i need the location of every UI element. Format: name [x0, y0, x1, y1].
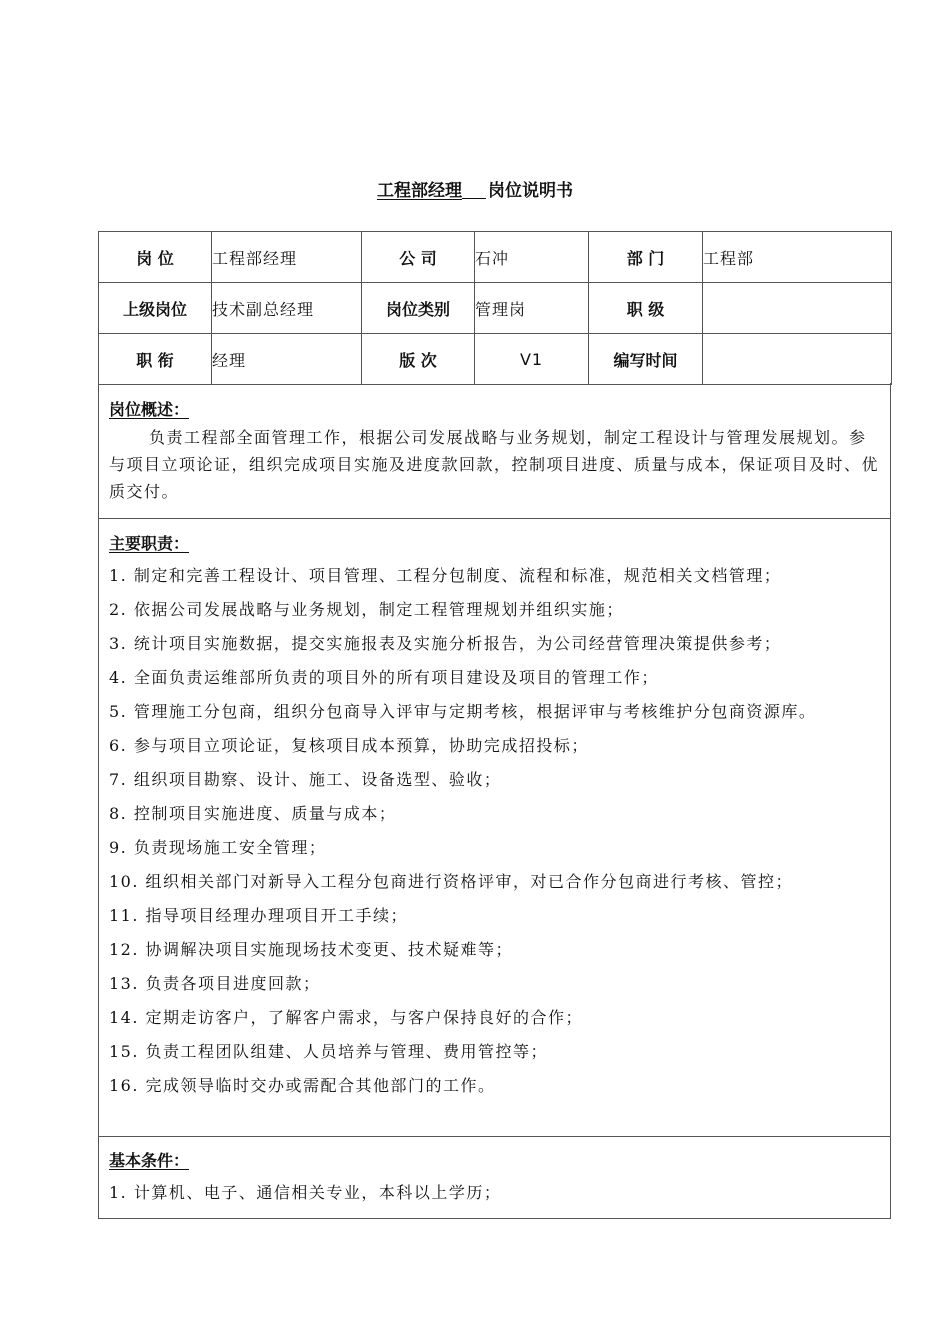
label-department: 部 门 — [589, 232, 703, 283]
duty-item: 12. 协调解决项目实施现场技术变更、技术疑难等； — [109, 940, 514, 959]
duty-item: 7. 组织项目勘察、设计、施工、设备选型、验收； — [109, 770, 502, 789]
info-row-2 — [99, 283, 892, 334]
conditions-heading: 基本条件： — [109, 1151, 190, 1170]
duty-item: 14. 定期走访客户，了解客户需求，与客户保持良好的合作； — [109, 1008, 584, 1027]
summary-heading: 岗位概述： — [109, 400, 190, 419]
label-position: 岗 位 — [99, 232, 212, 283]
duty-item: 4. 全面负责运维部所负责的项目外的所有项目建设及项目的管理工作； — [109, 668, 659, 687]
label-version: 版 次 — [362, 334, 475, 385]
value-superior: 技术副总经理 — [212, 283, 362, 334]
label-title: 职 衔 — [99, 334, 212, 385]
title-position: 工程部经理 — [377, 181, 462, 201]
value-written-date — [703, 334, 892, 385]
duty-item: 5. 管理施工分包商，组织分包商导入评审与定期考核，根据评审与考核维护分包商资源库。 — [109, 702, 817, 721]
value-title: 经理 — [212, 334, 362, 385]
value-version: V1 — [475, 334, 589, 385]
label-category: 岗位类别 — [362, 283, 475, 334]
value-position: 工程部经理 — [212, 232, 362, 283]
title-doc-name: 岗位说明书 — [488, 181, 573, 201]
duty-item: 11. 指导项目经理办理项目开工手续； — [109, 906, 409, 925]
duties-section — [98, 519, 891, 1137]
duty-item: 1. 制定和完善工程设计、项目管理、工程分包制度、流程和标准，规范相关文档管理； — [109, 566, 782, 585]
label-written-date: 编写时间 — [589, 334, 703, 385]
info-row-1 — [99, 232, 892, 283]
duty-item: 3. 统计项目实施数据，提交实施报表及实施分析报告，为公司经营管理决策提供参考； — [109, 634, 782, 653]
duty-item: 15. 负责工程团队组建、人员培养与管理、费用管控等； — [109, 1042, 549, 1061]
duties-heading: 主要职责： — [109, 534, 190, 553]
summary-section — [98, 383, 891, 519]
info-row-3 — [99, 334, 892, 385]
duty-item: 2. 依据公司发展战略与业务规划，制定工程管理规划并组织实施； — [109, 600, 624, 619]
value-company: 石冲 — [475, 232, 589, 283]
job-info-table — [98, 231, 892, 385]
label-company: 公 司 — [362, 232, 475, 283]
label-grade: 职 级 — [589, 283, 703, 334]
duty-item: 10. 组织相关部门对新导入工程分包商进行资格评审，对已合作分包商进行考核、管控； — [109, 872, 794, 891]
duty-item: 6. 参与项目立项论证，复核项目成本预算，协助完成招投标； — [109, 736, 589, 755]
value-category: 管理岗 — [475, 283, 589, 334]
condition-item: 1. 计算机、电子、通信相关专业，本科以上学历； — [109, 1183, 502, 1202]
summary-text: 负责工程部全面管理工作，根据公司发展战略与业务规划，制定工程设计与管理发展规划。参与项目立项论证，组织完成项目实施及进度款回款，控制项目进度、质量与成本，保证项目及时、优质交付。 — [109, 428, 880, 501]
document-title — [0, 176, 950, 201]
title-blank-underline — [462, 181, 486, 199]
conditions-section — [98, 1136, 891, 1219]
value-grade — [703, 283, 892, 334]
duty-item: 16. 完成领导临时交办或需配合其他部门的工作。 — [109, 1076, 496, 1095]
duty-item: 13. 负责各项目进度回款； — [109, 974, 321, 993]
duty-item: 8. 控制项目实施进度、质量与成本； — [109, 804, 397, 823]
duty-item: 9. 负责现场施工安全管理； — [109, 838, 327, 857]
label-superior: 上级岗位 — [99, 283, 212, 334]
value-department: 工程部 — [703, 232, 892, 283]
